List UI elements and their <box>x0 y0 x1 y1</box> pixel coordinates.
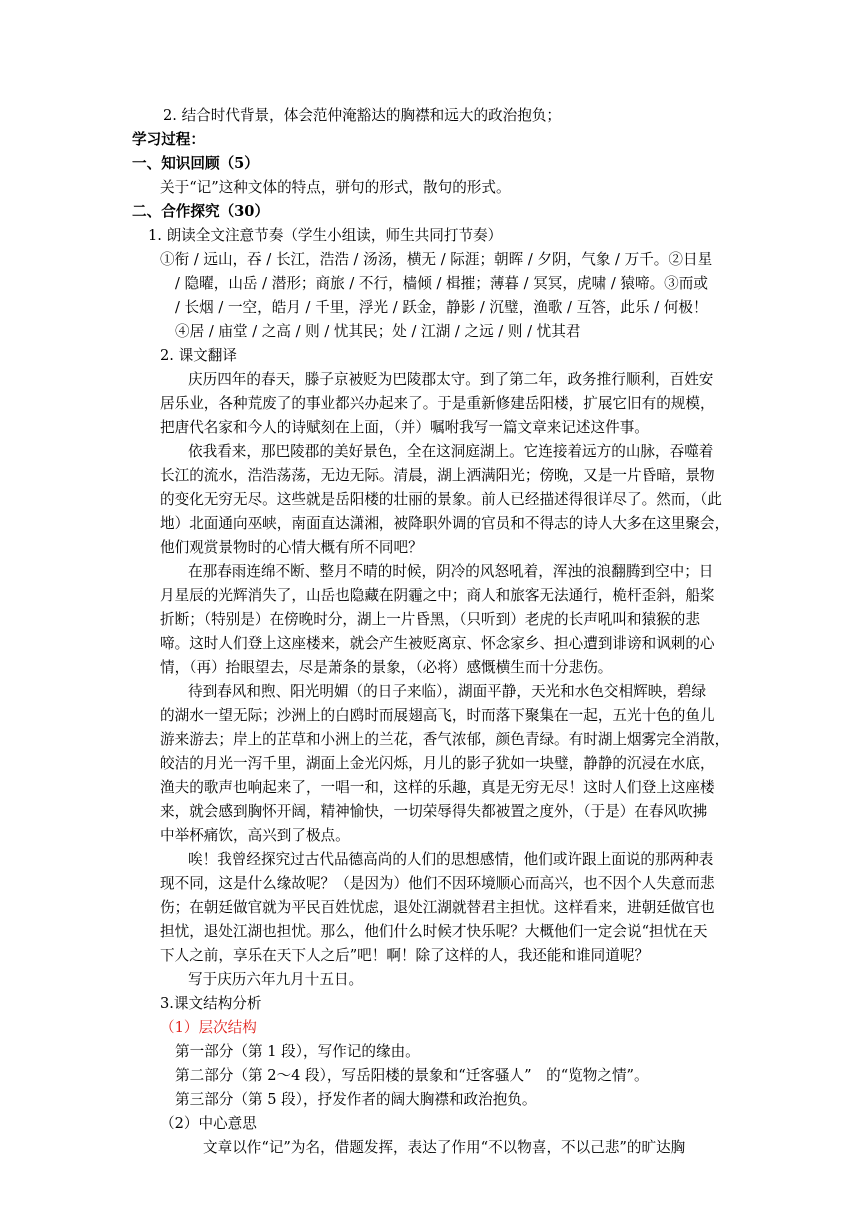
section-1-body: 关于“记”这种文体的特点，骈句的形式，散句的形式。 <box>160 179 511 196</box>
translation-line: 现不同，这是什么缘故呢？（是因为）他们不因环境顺心而高兴，也不因个人失意而悲 <box>160 875 715 892</box>
translation-date-line: 写于庆历六年九月十五日。 <box>188 971 364 988</box>
translation-line: 来，就会感到胸怀开阔，精神愉快，一切荣辱得失都被置之度外，（于是）在春风吹拂 <box>160 803 708 820</box>
translation-line: 下人之前，享乐在天下人之后”吧！啊！除了这样的人，我还能和谁同道呢？ <box>160 947 650 964</box>
translation-line: 中举杯痛饮，高兴到了极点。 <box>160 827 350 844</box>
translation-line: 情，（再）抬眼望去，尽是萧条的景象，（必将）感慨横生而十分悲伤。 <box>160 659 613 676</box>
translation-line: 居乐业，各种荒废了的事业都兴办起来了。于是重新修建岳阳楼，扩展它旧有的规模， <box>160 395 715 412</box>
item-1-title: 1. 朗读全文注意节奏（学生小组读，师生共同打节奏） <box>148 227 503 244</box>
translation-line: 月星辰的光辉消失了，山岳也隐藏在阴霾之中；商人和旅客无法通行，桅杆歪斜，船桨 <box>160 587 715 604</box>
structure-line: 第三部分（第 5 段），抒发作者的阔大胸襟和政治抱负。 <box>175 1091 537 1108</box>
rhythm-line: / 隐曜，山岳 / 潜形；商旅 / 不行，樯倾 / 楫摧；薄暮 / 冥冥，虎啸 / 猿啼。③而或 <box>175 275 708 292</box>
central-idea-line: 文章以作“记”为名，借题发挥，表达了作用“不以物喜，不以己悲”的旷达胸 <box>203 1139 686 1156</box>
translation-line: 皎洁的月光一泻千里，湖面上金光闪烁，月儿的影子犹如一块璧，静静的沉浸在水底， <box>160 755 715 772</box>
translation-line: 游来游去；岸上的芷草和小洲上的兰花，香气浓郁，颜色青绿。有时湖上烟雾完全消散， <box>160 731 730 748</box>
translation-line: 待到春风和煦、阳光明媚（的日子来临），湖面平静，天光和水色交相辉映，碧绿 <box>188 683 707 700</box>
translation-line: 唉！我曾经探究过古代品德高尚的人们的思想感情，他们或许跟上面说的那两种表 <box>188 851 714 868</box>
item-2-title: 2. 课文翻译 <box>160 347 237 364</box>
translation-line: 的变化无穷无尽。这些就是岳阳楼的壮丽的景象。前人已经描述得很详尽了。然而，（此 <box>160 491 722 508</box>
rhythm-line: ①衔 / 远山，吞 / 长江，浩浩 / 汤汤，横无 / 际涯；朝晖 / 夕阴，气象 / 万千。②日星 <box>160 251 713 268</box>
translation-line: 庆历四年的春天，滕子京被贬为巴陵郡太守。到了第二年，政务推行顺利，百姓安 <box>188 371 714 388</box>
translation-line: 地）北面通向巫峡，南面直达潇湘，被降职外调的官员和不得志的诗人大多在这里聚会， <box>160 515 730 532</box>
translation-line: 啼。这时人们登上这座楼来，就会产生被贬离京、怀念家乡、担心遭到诽谤和讽刺的心 <box>160 635 715 652</box>
section-2-heading: 二、合作探究（30） <box>132 203 270 220</box>
translation-line: 他们观赏景物时的心情大概有所不同吧？ <box>160 539 423 556</box>
objective-2: 2. 结合时代背景，体会范仲淹豁达的胸襟和远大的政治抱负； <box>163 107 562 124</box>
translation-line: 在那春雨连绵不断、整月不晴的时候，阴冷的风怒吼着，浑浊的浪翻腾到空中；日 <box>188 563 714 580</box>
central-idea-heading: （2）中心意思 <box>160 1115 257 1132</box>
rhythm-line: / 长烟 / 一空，皓月 / 千里，浮光 / 跃金，静影 / 沉璧，渔歌 / 互答，此乐 / 何极！ <box>175 299 708 316</box>
rhythm-line: ④居 / 庙堂 / 之高 / 则 / 忧其民；处 / 江湖 / 之远 / 则 / 忧其君 <box>175 323 581 340</box>
structure-line: 第一部分（第 1 段），写作记的缘由。 <box>175 1043 420 1060</box>
translation-line: 折断；（特别是）在傍晚时分，湖上一片昏黑，（只听到）老虎的长声吼叫和猿猴的悲 <box>160 611 700 628</box>
translation-line: 依我看来，那巴陵郡的美好景色，全在这洞庭湖上。它连接着远方的山脉，吞噬着 <box>188 443 714 460</box>
structure-heading: （1）层次结构 <box>160 1019 257 1036</box>
translation-line: 渔夫的歌声也响起来了，一唱一和，这样的乐趣，真是无穷无尽！这时人们登上这座楼 <box>160 779 715 796</box>
translation-line: 长江的流水，浩浩荡荡，无边无际。清晨，湖上洒满阳光；傍晚，又是一片昏暗，景物 <box>160 467 715 484</box>
translation-line: 的湖水一望无际；沙洲上的白鸥时而展翅高飞，时而落下聚集在一起，五光十色的鱼儿 <box>160 707 715 724</box>
item-3-title: 3.课文结构分析 <box>160 995 262 1012</box>
translation-line: 伤；在朝廷做官就为平民百姓忧虑，退处江湖就替君主担忧。这样看来，进朝廷做官也 <box>160 899 715 916</box>
structure-line: 第二部分（第 2～4 段），写岳阳楼的景象和“迁客骚人” 的“览物之情”。 <box>175 1067 649 1084</box>
translation-line: 担忧，退处江湖也担忧。那么，他们什么时候才快乐呢？大概他们一定会说“担忧在天 <box>160 923 708 940</box>
process-heading: 学习过程： <box>132 131 205 148</box>
translation-line: 把唐代名家和今人的诗赋刻在上面，（并）嘱咐我写一篇文章来记述这件事。 <box>160 419 649 436</box>
section-1-heading: 一、知识回顾（5） <box>132 155 259 172</box>
